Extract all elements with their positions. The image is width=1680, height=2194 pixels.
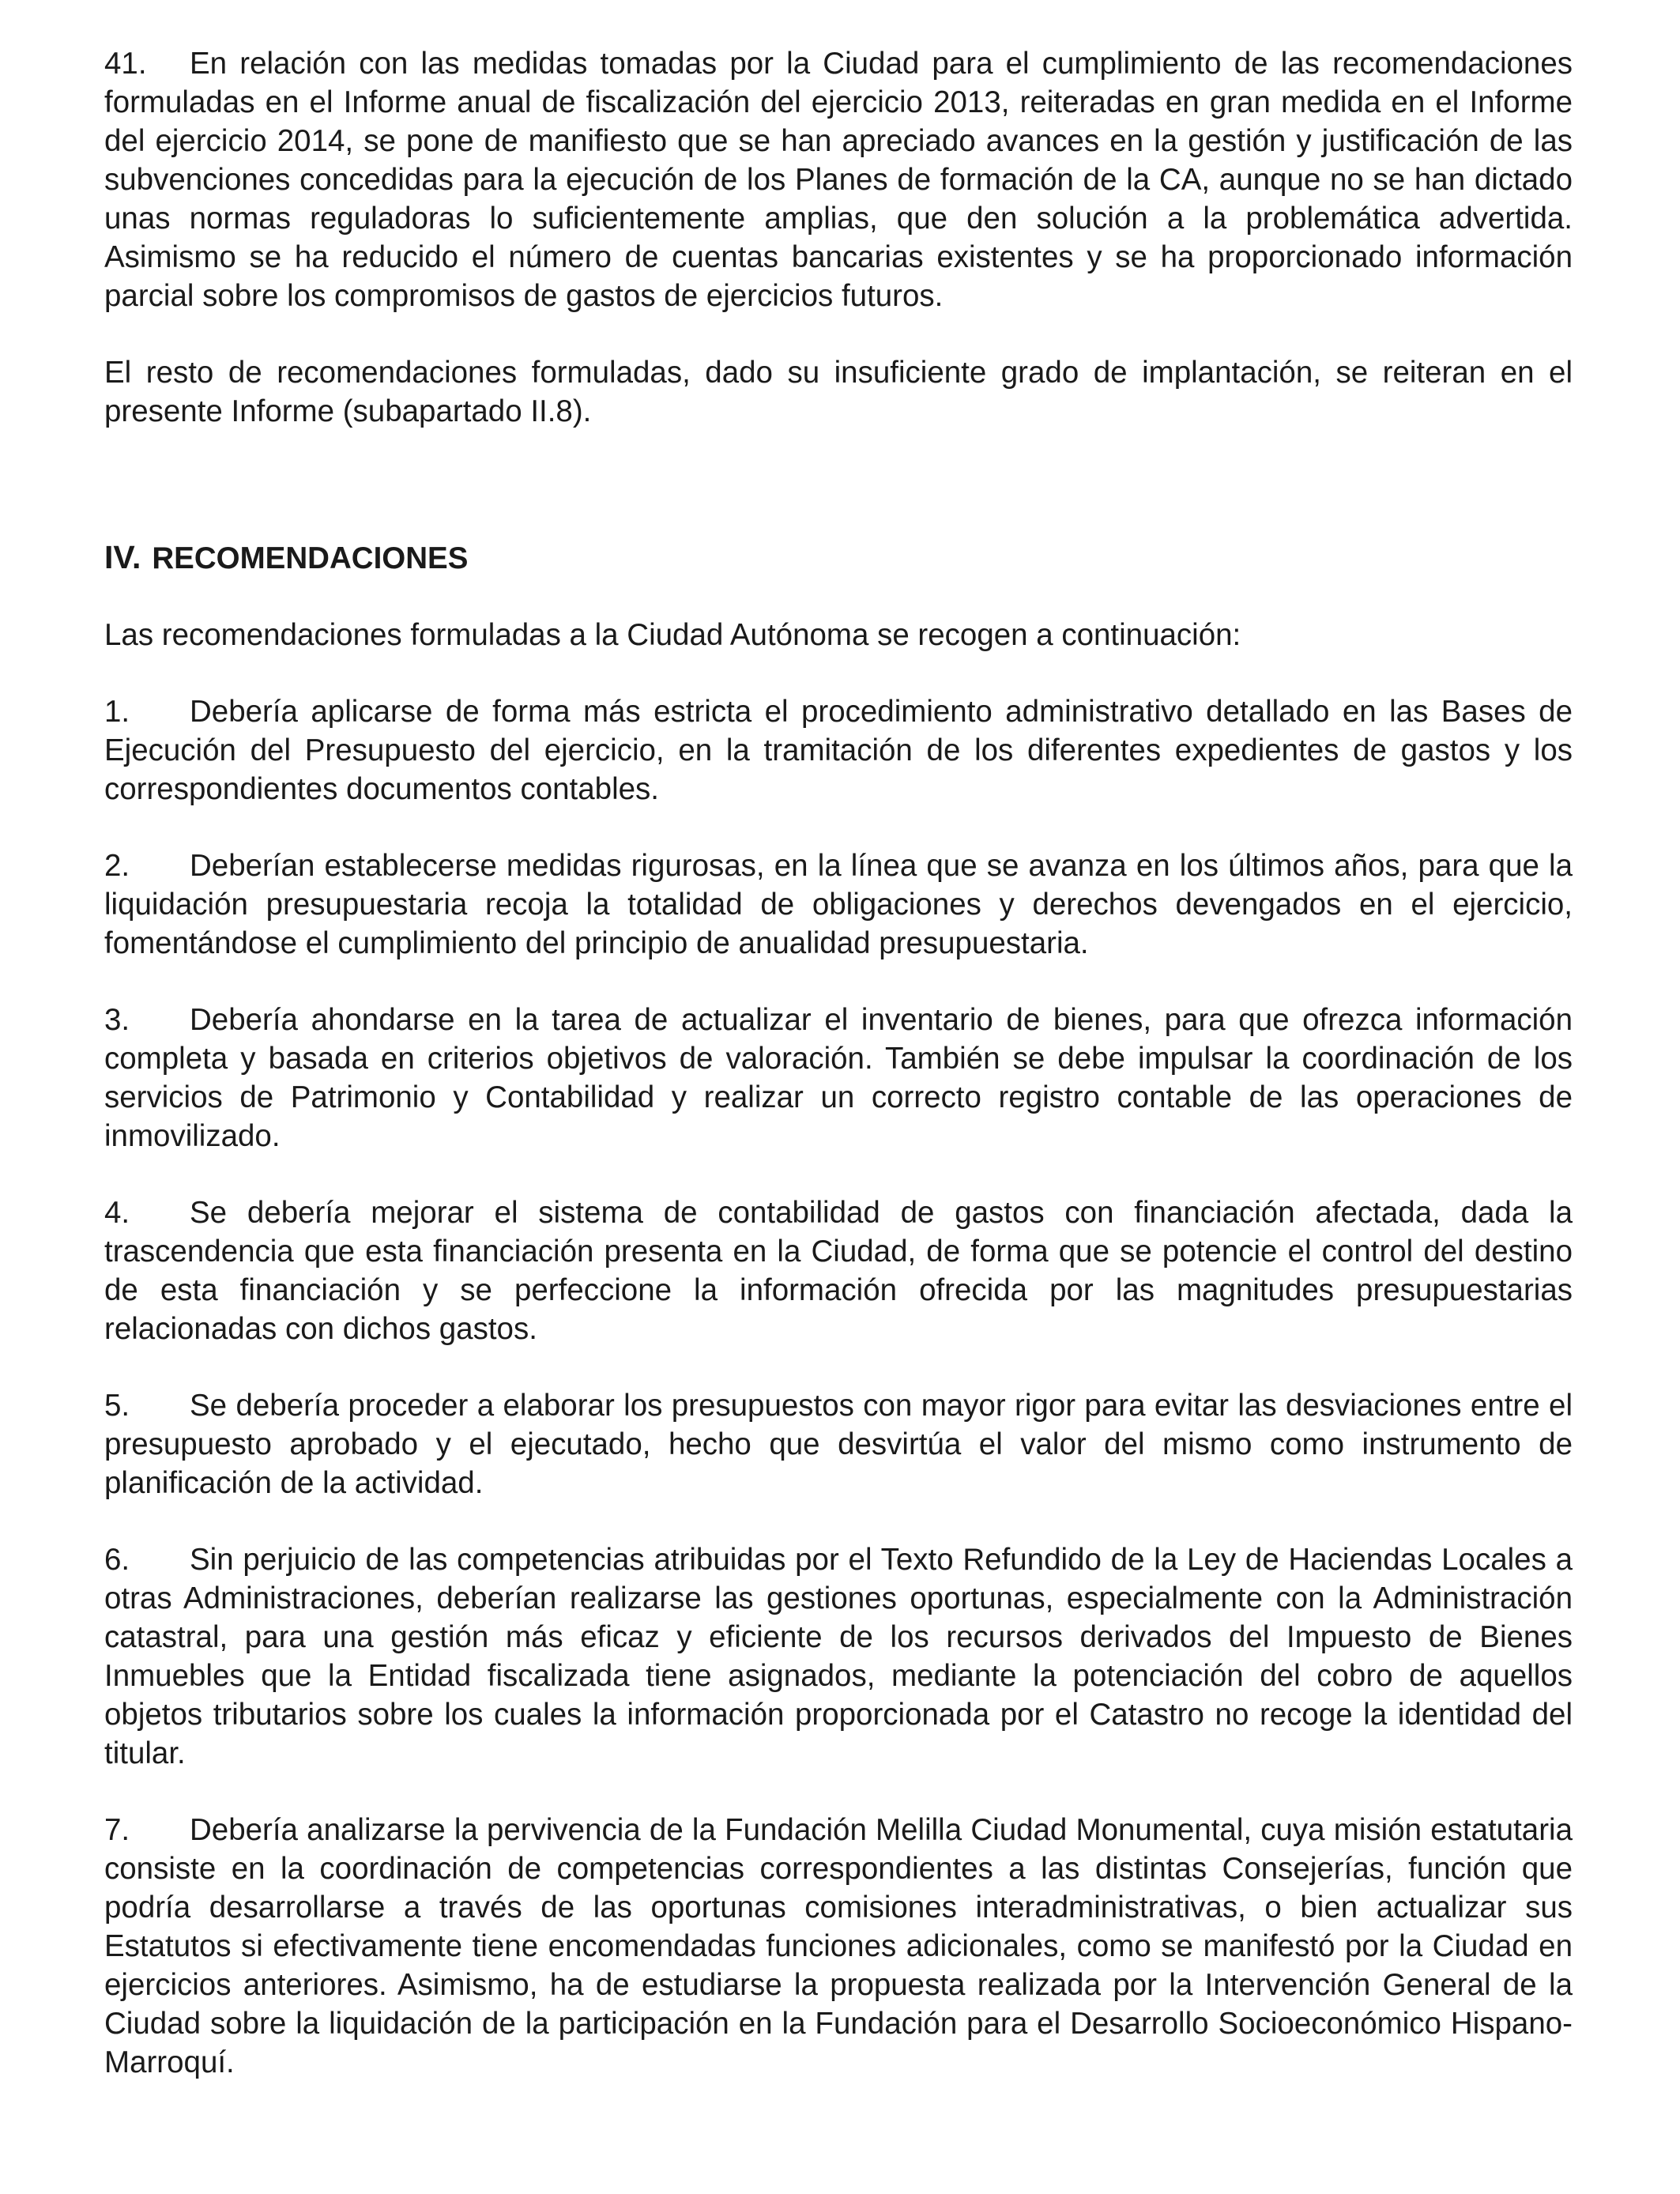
section-number: IV. [104,539,141,575]
recommendation-7 [104,1811,1573,2082]
paragraph-number: 41. [104,47,147,81]
paragraph-41-continuation: El resto de recomendaciones formuladas, dado su insuficiente grado de implantación, se reiteran en el presente Informe (subapartado II.8). [104,356,1573,428]
recommendation-text: Deberían establecerse medidas rigurosas, en la línea que se avanza en los últimos años, para que la liquidación presupuestaria recoja la totalidad de obligaciones y derechos devengados en el ejercicio, fomentándose el cumplimiento del principio de anualidad presupuestaria. [104,849,1573,960]
recommendation-text: Se debería proceder a elaborar los presupuestos con mayor rigor para evitar las desviaciones entre el presupuesto aprobado y el ejecutado, hecho que desvirtúa el valor del mismo como instrumento de planificación de la actividad. [104,1389,1573,1500]
recommendation-1 [104,692,1573,809]
section-heading [104,538,1573,578]
recommendation-4 [104,1193,1573,1348]
recommendation-text: Debería aplicarse de forma más estricta el procedimiento administrativo detallado en las Bases de Ejecución del Presupuesto del ejercicio, en la tramitación de los diferentes expedientes de gastos y los correspondientes documentos contables. [104,695,1573,806]
paragraph-text: En relación con las medidas tomadas por la Ciudad para el cumplimiento de las recomendaciones formuladas en el Informe anual de fiscalización del ejercicio 2013, reiteradas en gran medida en el Informe del ejercicio 2014, se pone de manifiesto que se han apreciado avances en la gestión y justificación de las subvenciones concedidas para la ejecución de los Planes de formación de la CA, aunque no se han dictado unas normas reguladoras lo suficientemente amplias, que den solución a la problemática advertida. Asimismo se ha reducido el número de cuentas bancarias existentes y se ha proporcionado información parcial sobre los compromisos de gastos de ejercicios futuros. [104,47,1573,313]
recommendation-number: 4. [104,1196,130,1230]
recommendation-number: 1. [104,695,130,729]
recommendation-text: Se debería mejorar el sistema de contabilidad de gastos con financiación afectada, dada la trascendencia que esta financiación presenta en la Ciudad, de forma que se potencie el control del destino de esta financiación y se perfeccione la información ofrecida por las magnitudes presupuestarias relacionadas con dichos gastos. [104,1196,1573,1346]
paragraph-41 [104,44,1573,315]
recommendation-number: 6. [104,1543,130,1577]
recommendation-text: Debería analizarse la pervivencia de la Fundación Melilla Ciudad Monumental, cuya misión estatutaria consiste en la coordinación de competencias correspondientes a las distintas Consejerías, función que podría desarrollarse a través de las oportunas comisiones interadministrativas, o bien actualizar sus Estatutos si efectivamente tiene encomendadas funciones adicionales, como se manifestó por la Ciudad en ejercicios anteriores. Asimismo, ha de estudiarse la propuesta realizada por la Intervención General de la Ciudad sobre la liquidación de la participación en la Fundación para el Desarrollo Socioeconómico Hispano-Marroquí. [104,1813,1573,2079]
recommendation-number: 2. [104,849,130,883]
section-title: RECOMENDACIONES [152,541,469,575]
recommendation-5 [104,1386,1573,1502]
recommendation-number: 5. [104,1389,130,1423]
recommendation-number: 3. [104,1003,130,1037]
recommendation-6 [104,1540,1573,1773]
document-page [104,44,1573,2082]
recommendation-text: Debería ahondarse en la tarea de actualizar el inventario de bienes, para que ofrezca información completa y basada en criterios objetivos de valoración. También se debe impulsar la coordinación de los servicios de Patrimonio y Contabilidad y realizar un correcto registro contable de las operaciones de inmovilizado. [104,1003,1573,1153]
recommendation-number: 7. [104,1813,130,1847]
section-intro: Las recomendaciones formuladas a la Ciudad Autónoma se recogen a continuación: [104,618,1241,652]
recommendation-2 [104,846,1573,963]
recommendation-text: Sin perjuicio de las competencias atribuidas por el Texto Refundido de la Ley de Haciendas Locales a otras Administraciones, deberían realizarse las gestiones oportunas, especialmente con la Administración catastral, para una gestión más eficaz y eficiente de los recursos derivados del Impuesto de Bienes Inmuebles que la Entidad fiscalizada tiene asignados, mediante la potenciación del cobro de aquellos objetos tributarios sobre los cuales la información proporcionada por el Catastro no recoge la identidad del titular. [104,1543,1573,1770]
recommendation-3 [104,1001,1573,1155]
